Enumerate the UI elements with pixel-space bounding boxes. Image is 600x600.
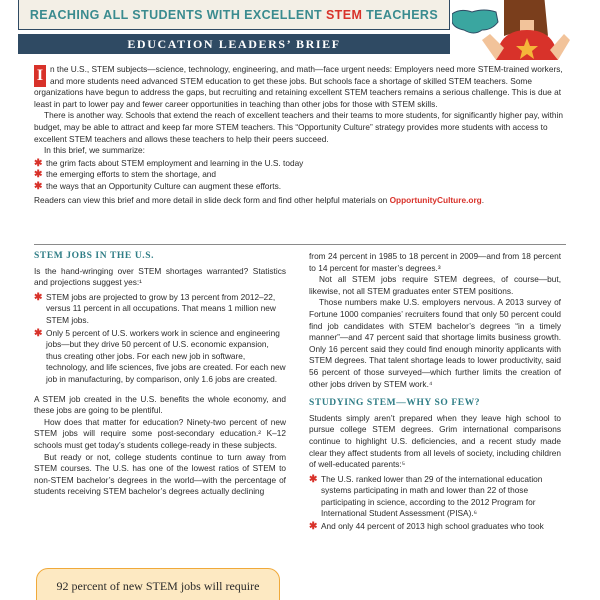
section-heading-studying-stem: STUDYING STEM—WHY SO FEW? (309, 398, 481, 409)
summary-list (34, 158, 566, 193)
paragraph: Students simply aren’t prepared when they leave high school to pursue college STEM degrees. Grim international comparisons continue to highlight U.S. deficiencies, and a recent study made clear they affect students from all levels of society, including children of well-educated parents:⁵ (309, 412, 561, 470)
intro-paragraph-2: There is another way. Schools that extend the reach of excellent teachers and their teams to more students, for significantly higher pay, within budget, may be able to attract and keep far more STEM teachers. This “Opportunity Culture” strategy provides more students with access to excellent STEM teachers and allows these teachers to help their peers succeed. (34, 110, 563, 144)
list-item: ✱ Only 5 percent of U.S. workers work in science and engineering jobs—but they drive 50 percent of U.S. economic expansion, thus creating other jobs. For each new job in software, technology, and life sciences, five jobs are created. For each new job in manufacturing, by comparison, only 1.6 jobs are created. (34, 327, 286, 384)
intro-closing: Readers can view this brief and more detail in slide deck form and find other helpful materials on OpportunityCulture.org. (34, 194, 485, 205)
subtitle-bar (18, 34, 450, 54)
left-column (34, 251, 286, 498)
list-item: ✱ the emerging efforts to stem the shortage, and (34, 169, 217, 181)
list-item: ✱ The U.S. ranked lower than 29 of the international education systems participating in math and lower than 22 of those participating in science, according to the 2012 Program for International Student Assessment (PISA).⁶ (309, 473, 543, 519)
asterisk-star-icon: ✱ (309, 521, 318, 533)
paragraph: Is the hand-wringing over STEM shortages warranted? Statistics and projections suggest yes:¹ (34, 265, 286, 288)
paragraph: But ready or not, college students continue to turn away from STEM courses. The U.S. has one of the lowest ratios of STEM to non-STEM bachelor’s degrees in the world—with the percentage of students receiving STEM bachelor’s degrees actually declining (34, 451, 286, 497)
section-heading-stem-jobs: STEM JOBS IN THE U.S. (34, 251, 155, 261)
asterisk-star-icon: ✱ (309, 473, 318, 485)
paragraph: A STEM job created in the U.S. benefits the whole economy, and these jobs are going to be plentiful. (34, 393, 286, 416)
list-item: ✱ And only 44 percent of 2013 high school graduates who took (309, 521, 544, 533)
intro-section (34, 64, 566, 206)
header-banner (18, 0, 450, 30)
paragraph: Not all STEM jobs require STEM degrees, of course—but, likewise, not all STEM graduates enter STEM positions. (309, 274, 561, 296)
list-item: ✱ STEM jobs are projected to grow by 13 percent from 2012–22, versus 11 percent in all occupations. That means 1 million new STEM jobs. (34, 291, 276, 325)
teacher-mascot-illustration (452, 0, 600, 60)
intro-paragraph-3: In this brief, we summarize: (44, 145, 145, 156)
asterisk-star-icon: ✱ (34, 327, 43, 339)
right-column (309, 251, 561, 536)
comparison-list (309, 474, 561, 533)
list-item: ✱ the ways that an Opportunity Culture can augment these efforts. (34, 180, 282, 192)
asterisk-star-icon: ✱ (34, 157, 43, 169)
brief-subtitle: EDUCATION LEADERS’ BRIEF (127, 36, 341, 51)
asterisk-star-icon: ✱ (34, 180, 43, 192)
opportunity-culture-link[interactable]: OpportunityCulture.org (389, 194, 482, 205)
intro-paragraph-1: n the U.S., STEM subjects—science, technology, engineering, and math—face urgent needs: Employers need more STEM-trained workers, and more students need advanced STEM education to get these jobs. But schools face a shortage of skilled STEM teachers. Some organizations have begun to address the gaps, but recruiting and retaining excellent STEM teachers remains a serious challenge. This is due at least in part to lower pay and fewer career opportunities in teaching than other jobs for those with STEM skills. (34, 64, 563, 109)
stats-list (34, 292, 286, 386)
drop-cap: I (34, 65, 46, 87)
paragraph: from 24 percent in 1985 to 18 percent in 2009—and from 18 percent to 14 percent for master’s degrees.³ (309, 251, 561, 273)
list-item: ✱ the grim facts about STEM employment and learning in the U.S. today (34, 157, 304, 169)
section-divider (34, 244, 566, 245)
paragraph: Those numbers make U.S. employers nervous. A 2013 survey of Fortune 1000 companies’ recruiters found that only 50 percent could find job candidates with STEM bachelor’s degrees “in a timely manner”—and 47 percent said that shortage limits business growth. Only 16 percent said they could find enough minority applicants with STEM degrees. That talent shortage leads to lower productivity, said 56 percent of those surveyed—which further limits the creation of other jobs driven by STEM work.⁴ (309, 297, 561, 389)
paragraph: How does that matter for education? Ninety-two percent of new STEM jobs will require some post-secondary education.² K–12 schools must get today’s students college-ready in these subjects. (34, 416, 286, 450)
asterisk-star-icon: ✱ (34, 169, 43, 181)
asterisk-star-icon: ✱ (34, 291, 43, 303)
pull-quote-text: 92 percent of new STEM jobs will require (56, 579, 260, 593)
brief-title: REACHING ALL STUDENTS WITH EXCELLENT STEM TEACHERS (29, 7, 439, 22)
pull-quote-callout (36, 568, 280, 600)
